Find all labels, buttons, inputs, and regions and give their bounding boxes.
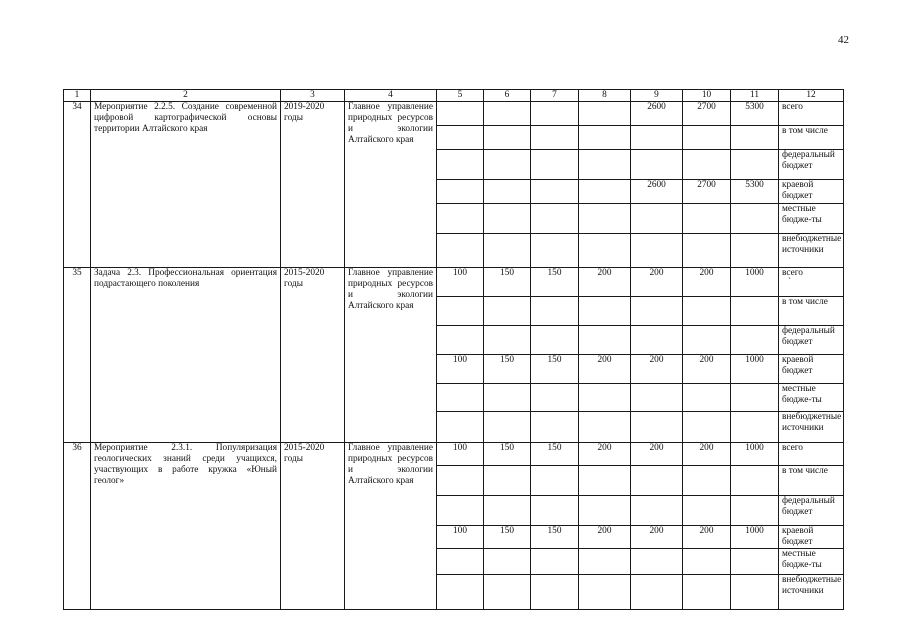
header-cell: 9	[631, 90, 683, 102]
value-cell: 200	[631, 355, 683, 384]
value-cell	[484, 204, 531, 234]
value-cell	[484, 326, 531, 355]
value-cell	[683, 496, 731, 526]
row-number: 34	[64, 102, 91, 268]
value-cell	[484, 297, 531, 326]
value-cell	[437, 549, 484, 575]
value-cell	[579, 412, 631, 443]
value-cell	[731, 150, 779, 180]
activity-name: Задача 2.3. Профессиональная ориентация подрастающего поколения	[91, 268, 281, 443]
value-cell: 200	[579, 526, 631, 549]
value-cell: 2700	[683, 102, 731, 126]
header-cell: 6	[484, 90, 531, 102]
value-cell	[437, 234, 484, 268]
value-cell	[683, 126, 731, 150]
funding-source	[779, 180, 844, 204]
value-cell: 2600	[631, 102, 683, 126]
funding-source-label: федеральный бюджет	[782, 326, 835, 347]
value-cell	[531, 496, 579, 526]
funding-source-label: всего	[782, 102, 803, 112]
value-cell	[683, 466, 731, 496]
funding-source	[779, 355, 844, 384]
activity-name: Мероприятие 2.3.1. Популяризация геологических знаний среди учащихся, участвующих в работе кружка «Юный геолог»	[91, 443, 281, 610]
value-cell: 200	[683, 268, 731, 297]
funding-source-label: местные бюдже-ты	[782, 549, 822, 570]
value-cell	[631, 234, 683, 268]
value-cell	[631, 297, 683, 326]
value-cell	[437, 575, 484, 610]
value-cell	[531, 234, 579, 268]
value-cell: 2700	[683, 180, 731, 204]
table-row	[64, 102, 844, 126]
value-cell	[484, 575, 531, 610]
value-cell	[579, 180, 631, 204]
value-cell: 100	[437, 526, 484, 549]
value-cell: 150	[484, 526, 531, 549]
value-cell	[631, 326, 683, 355]
value-cell: 1000	[731, 526, 779, 549]
value-cell	[484, 180, 531, 204]
funding-source	[779, 466, 844, 496]
value-cell: 200	[579, 443, 631, 466]
value-cell	[437, 384, 484, 412]
table-body	[64, 90, 844, 610]
value-cell	[437, 297, 484, 326]
table-row	[64, 443, 844, 466]
value-cell: 1000	[731, 268, 779, 297]
funding-source	[779, 496, 844, 526]
header-cell: 10	[683, 90, 731, 102]
value-cell	[683, 575, 731, 610]
value-cell: 200	[631, 443, 683, 466]
value-cell: 2600	[631, 180, 683, 204]
value-cell	[531, 384, 579, 412]
value-cell: 150	[484, 443, 531, 466]
value-cell	[484, 102, 531, 126]
value-cell	[683, 384, 731, 412]
value-cell: 150	[531, 355, 579, 384]
header-cell: 1	[64, 90, 91, 102]
value-cell	[731, 126, 779, 150]
value-cell	[631, 575, 683, 610]
header-cell: 5	[437, 90, 484, 102]
header-cell: 2	[91, 90, 281, 102]
value-cell	[437, 204, 484, 234]
funding-source-label: федеральный бюджет	[782, 496, 835, 517]
funding-source-label: внебюджетные источники	[782, 575, 842, 596]
value-cell	[579, 466, 631, 496]
value-cell	[531, 466, 579, 496]
value-cell	[531, 575, 579, 610]
header-cell: 4	[345, 90, 437, 102]
value-cell: 1000	[731, 443, 779, 466]
funding-source	[779, 526, 844, 549]
header-cell: 12	[779, 90, 844, 102]
value-cell	[437, 180, 484, 204]
value-cell	[631, 549, 683, 575]
value-cell: 200	[683, 443, 731, 466]
header-cell: 8	[579, 90, 631, 102]
header-cell: 11	[731, 90, 779, 102]
funding-source-label: всего	[782, 268, 803, 278]
value-cell	[731, 549, 779, 575]
funding-source	[779, 575, 844, 610]
value-cell: 200	[631, 268, 683, 297]
value-cell	[731, 297, 779, 326]
value-cell	[683, 204, 731, 234]
value-cell: 5300	[731, 180, 779, 204]
value-cell	[484, 234, 531, 268]
funding-source-label: местные бюдже-ты	[782, 384, 822, 405]
funding-source-label: в том числе	[782, 297, 828, 307]
value-cell: 1000	[731, 355, 779, 384]
value-cell	[731, 412, 779, 443]
value-cell	[731, 466, 779, 496]
value-cell	[531, 102, 579, 126]
value-cell	[579, 150, 631, 180]
funding-source	[779, 268, 844, 297]
header-row	[64, 90, 844, 102]
value-cell	[437, 412, 484, 443]
value-cell: 100	[437, 443, 484, 466]
value-cell	[531, 180, 579, 204]
value-cell: 100	[437, 355, 484, 384]
value-cell	[731, 204, 779, 234]
value-cell: 150	[531, 526, 579, 549]
value-cell: 200	[631, 526, 683, 549]
value-cell	[484, 412, 531, 443]
value-cell	[531, 204, 579, 234]
value-cell	[631, 412, 683, 443]
value-cell: 150	[484, 268, 531, 297]
value-cell	[579, 575, 631, 610]
value-cell	[731, 326, 779, 355]
value-cell: 100	[437, 268, 484, 297]
period: 2015-2020 годы	[281, 268, 345, 443]
value-cell	[579, 126, 631, 150]
row-number: 36	[64, 443, 91, 610]
funding-source-label: в том числе	[782, 466, 828, 476]
funding-source	[779, 412, 844, 443]
funding-source	[779, 549, 844, 575]
page-number: 42	[838, 34, 849, 46]
executor: Главное управление природных ресурсов и экологии Алтайского края	[345, 102, 437, 268]
funding-source-label: в том числе	[782, 126, 828, 136]
value-cell	[484, 466, 531, 496]
header-cell: 7	[531, 90, 579, 102]
row-number: 35	[64, 268, 91, 443]
executor: Главное управление природных ресурсов и экологии Алтайского края	[345, 268, 437, 443]
value-cell	[484, 549, 531, 575]
value-cell	[683, 326, 731, 355]
value-cell	[631, 466, 683, 496]
value-cell	[731, 234, 779, 268]
funding-source	[779, 384, 844, 412]
value-cell	[631, 204, 683, 234]
value-cell	[484, 496, 531, 526]
value-cell	[437, 150, 484, 180]
value-cell	[631, 126, 683, 150]
value-cell	[531, 150, 579, 180]
header-cell: 3	[281, 90, 345, 102]
value-cell	[437, 496, 484, 526]
value-cell: 5300	[731, 102, 779, 126]
funding-source-label: федеральный бюджет	[782, 150, 835, 171]
funding-source	[779, 297, 844, 326]
value-cell: 200	[683, 355, 731, 384]
stray-mark: `	[788, 277, 792, 287]
value-cell: 200	[579, 268, 631, 297]
funding-source-label: краевой бюджет	[782, 180, 814, 201]
value-cell: 150	[484, 355, 531, 384]
funding-source	[779, 326, 844, 355]
value-cell: 200	[579, 355, 631, 384]
value-cell	[683, 549, 731, 575]
value-cell	[531, 549, 579, 575]
value-cell	[579, 549, 631, 575]
value-cell	[531, 326, 579, 355]
funding-source	[779, 443, 844, 466]
value-cell	[579, 204, 631, 234]
value-cell	[437, 466, 484, 496]
value-cell	[731, 496, 779, 526]
funding-source-label: краевой бюджет	[782, 526, 814, 547]
activity-name: Мероприятие 2.2.5. Создание современной цифровой картографической основы территории Алтайского края	[91, 102, 281, 268]
period: 2015-2020 годы	[281, 443, 345, 610]
table-row	[64, 268, 844, 297]
value-cell	[579, 234, 631, 268]
executor: Главное управление природных ресурсов и экологии Алтайского края	[345, 443, 437, 610]
funding-source-label: внебюджетные источники	[782, 412, 842, 433]
funding-source	[779, 204, 844, 234]
funding-source	[779, 234, 844, 268]
value-cell	[437, 102, 484, 126]
value-cell	[579, 496, 631, 526]
value-cell	[531, 126, 579, 150]
value-cell	[484, 150, 531, 180]
funding-source-label: краевой бюджет	[782, 355, 814, 376]
value-cell	[631, 384, 683, 412]
funding-source	[779, 126, 844, 150]
value-cell	[437, 126, 484, 150]
funding-source-label: всего	[782, 443, 803, 453]
value-cell	[484, 384, 531, 412]
value-cell	[579, 297, 631, 326]
value-cell: 150	[531, 443, 579, 466]
value-cell	[531, 412, 579, 443]
value-cell	[683, 234, 731, 268]
value-cell: 200	[683, 526, 731, 549]
funding-source	[779, 102, 844, 126]
period: 2019-2020 годы	[281, 102, 345, 268]
value-cell	[683, 150, 731, 180]
value-cell	[731, 575, 779, 610]
value-cell	[579, 102, 631, 126]
value-cell	[531, 297, 579, 326]
funding-source-label: местные бюдже-ты	[782, 204, 822, 225]
value-cell: 150	[531, 268, 579, 297]
value-cell	[579, 326, 631, 355]
value-cell	[731, 384, 779, 412]
funding-source	[779, 150, 844, 180]
value-cell	[484, 126, 531, 150]
value-cell	[683, 412, 731, 443]
value-cell	[579, 384, 631, 412]
program-table	[63, 89, 844, 610]
funding-source-label: внебюджетные источники	[782, 234, 842, 255]
value-cell	[631, 150, 683, 180]
value-cell	[631, 496, 683, 526]
value-cell	[437, 326, 484, 355]
value-cell	[683, 297, 731, 326]
